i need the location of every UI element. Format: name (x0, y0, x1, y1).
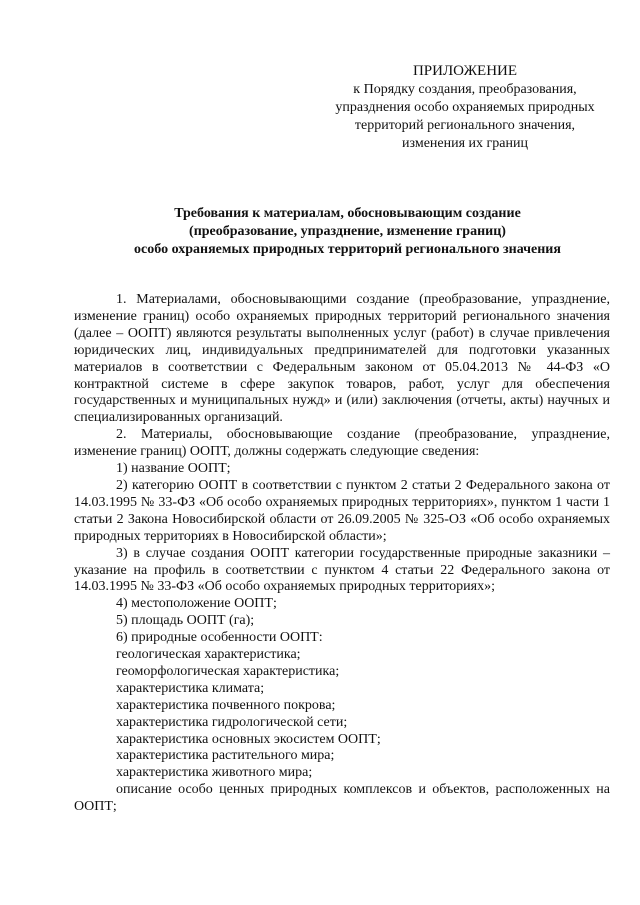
appendix-line: изменения их границ (402, 136, 528, 151)
sub-list-item: характеристика климата; (116, 680, 265, 696)
list-item: 1) название ООПТ; (116, 461, 231, 477)
sub-list-item: характеристика почвенного покрова; (116, 697, 336, 713)
list-item: 2) категорию ООПТ в соответствии с пунктом 2 статьи 2 Федерального закона от 14.03.1995 № 33-ФЗ «Об особо охраняемых природных территориях», пунктом 1 части 1 статьи 2 Закона Новосибирской области от 26.09.2005 № 325-ОЗ «Об особо охраняемых природных территориях в Новосибирской области»; (74, 477, 610, 544)
sub-list-item: характеристика основных экосистем ООПТ; (116, 731, 381, 747)
appendix-header (300, 62, 630, 153)
title-line: (преобразование, упразднение, изменение границ) (189, 224, 506, 239)
appendix-line: к Порядку создания, преобразования, (353, 82, 577, 97)
appendix-line: территорий регионального значения, (354, 118, 576, 133)
document-body (74, 292, 610, 816)
list-item: 5) площадь ООПТ (га); (116, 613, 255, 629)
sub-list-item: характеристика растительного мира; (116, 748, 335, 764)
appendix-line: упразднения особо охраняемых природных (335, 100, 595, 115)
sub-list-item: описание особо ценных природных комплексов и объектов, расположенных на ООПТ; (74, 782, 610, 815)
paragraph-2: 2. Материалы, обосновывающие создание (преобразование, упразднение, изменение границ) ООПТ, должны содержать следующие сведения: (74, 427, 610, 460)
appendix-heading: ПРИЛОЖЕНИЕ (412, 63, 518, 79)
paragraph-1: 1. Материалами, обосновывающими создание (преобразование, упразднение, изменение границ) особо охраняемых природных территорий регионального значения (далее – ООПТ) являются результаты выполненных услуг (работ) в случае привлечения юридических лиц, индивидуальных предпринимателей для подготовки указанных материалов в соответствии с Федеральным законом от 05.04.2013 № 44-ФЗ «О контрактной системе в сфере закупок товаров, работ, услуг для обеспечения государственных и муниципальных нужд» и (или) заключения (отчеты, акты) научных и специализированных организаций. (74, 292, 610, 426)
document-title (75, 205, 620, 259)
sub-list-item: геологическая характеристика; (116, 647, 301, 663)
title-line: особо охраняемых природных территорий регионального значения (134, 242, 561, 257)
sub-list-item: характеристика животного мира; (116, 765, 313, 781)
list-item: 6) природные особенности ООПТ: (116, 630, 323, 646)
sub-list-item: характеристика гидрологической сети; (116, 714, 348, 730)
sub-list-item: геоморфологическая характеристика; (116, 663, 340, 679)
list-item: 3) в случае создания ООПТ категории государственные природные заказники – указание на профиль в соответствии с пунктом 4 статьи 22 Федерального закона от 14.03.1995 № 33-ФЗ «Об особо охраняемых природных территориях»; (74, 545, 610, 595)
list-item: 4) местоположение ООПТ; (116, 596, 277, 612)
title-line: Требования к материалам, обосновывающим создание (174, 206, 521, 221)
